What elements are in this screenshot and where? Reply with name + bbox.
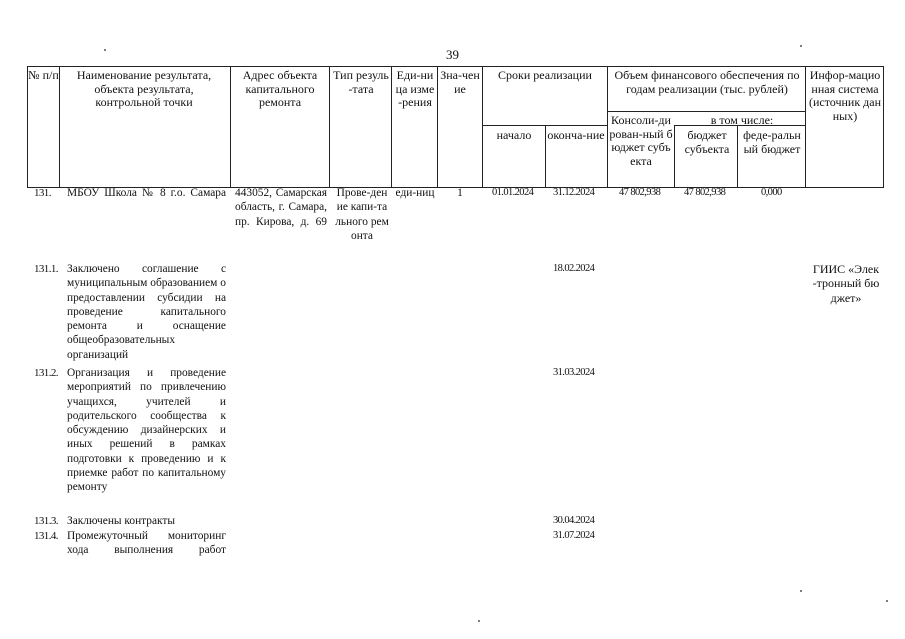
- scan-speck: [886, 600, 888, 602]
- row-131-4-name-text: Промежуточный мониторинг хода выполнения работ: [67, 530, 226, 557]
- header-type: Тип резуль-тата: [333, 68, 389, 96]
- header-address: Адрес объекта капитального ремонта: [242, 68, 318, 110]
- row-131-1-name: [67, 262, 226, 362]
- header-end: оконча-ние: [547, 128, 605, 142]
- header-name: Наименование результата, объекта результата, контрольной точки: [76, 68, 212, 110]
- scan-speck: [800, 590, 802, 592]
- header-start: начало: [496, 128, 532, 142]
- row-131-federal-budget: 0,000: [761, 187, 782, 198]
- header-terms: Сроки реализации: [498, 68, 592, 82]
- row-131-2-end: 31.03.2024: [553, 367, 595, 378]
- row-131-name-text: МБОУ Школа № 8 г.о. Самара: [67, 187, 226, 199]
- row-131-3-name: Заключены контракты: [67, 515, 176, 527]
- row-131-1-end: 18.02.2024: [553, 263, 595, 274]
- row-131-4-num: 131.4.: [34, 530, 58, 542]
- row-131-consolidated: 47 802,938: [619, 187, 661, 198]
- row-131-address: [235, 186, 327, 229]
- row-131-end: 31.12.2024: [553, 187, 595, 198]
- row-131-type: Прове-дение капи-тального ремонта: [335, 187, 389, 242]
- row-131-4-end: 31.07.2024: [553, 530, 595, 541]
- row-131-1-name-text: Заключено соглашение с муниципальным образованием о предоставлении субсидии на проведение капитального ремонта и оснащение общеобразовательных организаций: [67, 263, 226, 361]
- header-federal-budget: феде-ральный бюджет: [743, 128, 801, 156]
- scan-speck: [800, 45, 802, 47]
- header-consolidated: Консоли-дирован-ный бюджет субъекта: [609, 113, 673, 168]
- row-131-3-end: 30.04.2024: [553, 515, 595, 526]
- header-unit: Еди-ница изме-рения: [395, 68, 435, 110]
- scan-speck: [478, 620, 480, 622]
- row-131-1-info-system: ГИИС «Элек-тронный бюджет»: [812, 262, 880, 305]
- row-131-unit: еди-ниц: [395, 187, 435, 199]
- row-131-value: 1: [457, 187, 463, 199]
- row-131-address-text: 443052, Самарская область, г. Самара, пр. Кирова, д. 69: [235, 187, 327, 228]
- header-finance: Объем финансового обеспечения по годам реализации (тыс. рублей): [614, 68, 800, 96]
- row-131-subject-budget: 47 802,938: [684, 187, 726, 198]
- row-131-1-num: 131.1.: [34, 263, 58, 275]
- row-131-start: 01.01.2024: [492, 187, 534, 198]
- row-131-3-num: 131.3.: [34, 515, 58, 527]
- header-value: Зна-чение: [440, 68, 480, 96]
- header-info-system: Инфор-мационная система (источник данных): [808, 68, 882, 123]
- header-including: в том числе:: [710, 113, 774, 127]
- scan-speck: [104, 49, 106, 51]
- page-number: 39: [446, 47, 459, 62]
- row-131-name: [67, 186, 226, 200]
- row-131-2-num: 131.2.: [34, 367, 58, 379]
- header-subject-budget: бюджет субъекта: [684, 128, 730, 156]
- header-num: № п/п: [28, 68, 59, 82]
- row-131-2-name-text: Организация и проведение мероприятий по привлечению учащихся, учителей и родительского сообщества к обсуждению дизайнерских и иных решений в рамках подготовки к проведению и к приемке работ по капитальному ремонту: [67, 367, 226, 494]
- row-131-2-name: [67, 366, 226, 495]
- row-131-4-name: [67, 529, 226, 558]
- row-131-num: 131.: [34, 187, 51, 199]
